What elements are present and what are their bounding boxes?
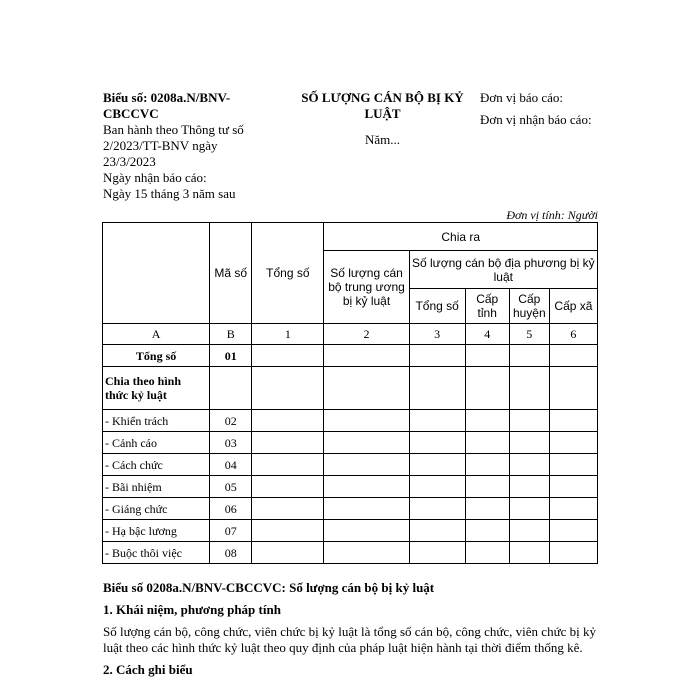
header-dp-tong-so: Tổng số bbox=[409, 289, 465, 324]
header-cap-xa: Cấp xã bbox=[549, 289, 597, 324]
data-cell[interactable] bbox=[252, 476, 324, 498]
data-cell[interactable] bbox=[324, 410, 409, 432]
notes-section bbox=[103, 580, 599, 684]
column-letter: 5 bbox=[509, 324, 549, 345]
header-blank bbox=[103, 223, 210, 324]
data-cell[interactable] bbox=[252, 410, 324, 432]
row-label: Tổng số bbox=[103, 345, 210, 367]
data-cell[interactable] bbox=[509, 454, 549, 476]
header-trung-uong: Số lượng cán bộ trung ương bị kỷ luật bbox=[324, 251, 409, 324]
data-cell[interactable] bbox=[465, 476, 509, 498]
column-letter: 4 bbox=[465, 324, 509, 345]
data-cell[interactable] bbox=[324, 476, 409, 498]
data-cell[interactable] bbox=[509, 498, 549, 520]
row-label: - Buộc thôi việc bbox=[103, 542, 210, 564]
data-cell[interactable] bbox=[324, 454, 409, 476]
row-label: - Hạ bậc lương bbox=[103, 520, 210, 542]
data-cell[interactable] bbox=[409, 520, 465, 542]
data-cell[interactable] bbox=[549, 345, 597, 367]
table-row bbox=[103, 476, 598, 498]
header-cap-huyen: Cấp huyện bbox=[509, 289, 549, 324]
data-cell[interactable] bbox=[509, 345, 549, 367]
data-cell[interactable] bbox=[409, 367, 465, 410]
row-label: - Cảnh cáo bbox=[103, 432, 210, 454]
table-row-total bbox=[103, 345, 598, 367]
data-cell[interactable] bbox=[409, 542, 465, 564]
issued-by: Ban hành theo Thông tư số 2/2023/TT-BNV ngày 23/3/2023 bbox=[103, 122, 244, 169]
data-cell[interactable] bbox=[324, 367, 409, 410]
row-code: 01 bbox=[210, 345, 252, 367]
table-row bbox=[103, 498, 598, 520]
row-code: 06 bbox=[210, 498, 252, 520]
data-cell[interactable] bbox=[252, 454, 324, 476]
data-cell[interactable] bbox=[252, 345, 324, 367]
data-cell[interactable] bbox=[549, 498, 597, 520]
header-cap-tinh: Cấp tỉnh bbox=[465, 289, 509, 324]
data-cell[interactable] bbox=[509, 476, 549, 498]
data-cell[interactable] bbox=[252, 432, 324, 454]
column-letter: 3 bbox=[409, 324, 465, 345]
table-row bbox=[103, 410, 598, 432]
data-cell[interactable] bbox=[465, 454, 509, 476]
data-cell[interactable] bbox=[252, 542, 324, 564]
unit-info bbox=[480, 90, 598, 134]
data-cell[interactable] bbox=[549, 476, 597, 498]
data-cell[interactable] bbox=[465, 367, 509, 410]
data-cell[interactable] bbox=[252, 498, 324, 520]
data-cell[interactable] bbox=[549, 432, 597, 454]
data-cell[interactable] bbox=[409, 498, 465, 520]
data-cell[interactable] bbox=[509, 410, 549, 432]
row-code bbox=[210, 367, 252, 410]
column-letter-row bbox=[103, 324, 598, 345]
row-label: - Khiển trách bbox=[103, 410, 210, 432]
row-code: 04 bbox=[210, 454, 252, 476]
notes-paragraph: Số lượng cán bộ, công chức, viên chức bị kỷ luật là tổng số cán bộ, công chức, viên chức bị kỷ luật theo các hình thức kỷ luật theo quy định của pháp luật hiện hành tại thời điểm thống kê. bbox=[103, 624, 597, 655]
data-cell[interactable] bbox=[252, 367, 324, 410]
data-cell[interactable] bbox=[509, 542, 549, 564]
row-code: 05 bbox=[210, 476, 252, 498]
header-chia-ra: Chia ra bbox=[324, 223, 598, 251]
receive-date: Ngày 15 tháng 3 năm sau bbox=[103, 186, 236, 201]
data-cell[interactable] bbox=[465, 542, 509, 564]
column-letter: 6 bbox=[549, 324, 597, 345]
row-code: 03 bbox=[210, 432, 252, 454]
data-cell[interactable] bbox=[549, 520, 597, 542]
report-title: SỐ LƯỢNG CÁN BỘ BỊ KỶ LUẬT bbox=[301, 90, 464, 121]
data-cell[interactable] bbox=[324, 432, 409, 454]
data-cell[interactable] bbox=[409, 432, 465, 454]
data-cell[interactable] bbox=[324, 542, 409, 564]
row-label: - Giáng chức bbox=[103, 498, 210, 520]
reporting-unit: Đơn vị báo cáo: bbox=[480, 90, 564, 105]
receive-label: Ngày nhận báo cáo: bbox=[103, 170, 207, 185]
data-cell[interactable] bbox=[409, 410, 465, 432]
column-letter: 1 bbox=[252, 324, 324, 345]
table-row bbox=[103, 432, 598, 454]
data-cell[interactable] bbox=[324, 520, 409, 542]
data-cell[interactable] bbox=[465, 345, 509, 367]
table-row-group bbox=[103, 367, 598, 410]
data-cell[interactable] bbox=[465, 520, 509, 542]
unit-note: Đơn vị tính: Người bbox=[506, 208, 598, 222]
row-label: - Bãi nhiệm bbox=[103, 476, 210, 498]
data-cell[interactable] bbox=[465, 410, 509, 432]
data-cell[interactable] bbox=[465, 432, 509, 454]
data-cell[interactable] bbox=[252, 520, 324, 542]
data-cell[interactable] bbox=[324, 498, 409, 520]
data-cell[interactable] bbox=[549, 367, 597, 410]
data-cell[interactable] bbox=[465, 498, 509, 520]
data-cell[interactable] bbox=[549, 454, 597, 476]
data-cell[interactable] bbox=[509, 432, 549, 454]
column-letter: A bbox=[103, 324, 210, 345]
row-code: 07 bbox=[210, 520, 252, 542]
data-cell[interactable] bbox=[409, 476, 465, 498]
data-cell[interactable] bbox=[324, 345, 409, 367]
data-cell[interactable] bbox=[509, 520, 549, 542]
report-heading bbox=[300, 90, 465, 148]
data-cell[interactable] bbox=[549, 410, 597, 432]
form-code: Biểu số: 0208a.N/BNV-CBCCVC bbox=[103, 90, 231, 121]
header-dia-phuong: Số lượng cán bộ địa phương bị kỷ luật bbox=[409, 251, 597, 289]
column-letter: B bbox=[210, 324, 252, 345]
data-cell[interactable] bbox=[549, 542, 597, 564]
table-row bbox=[103, 454, 598, 476]
row-code: 02 bbox=[210, 410, 252, 432]
report-year: Năm... bbox=[364, 132, 401, 147]
header-ma-so: Mã số bbox=[210, 223, 252, 324]
notes-title: Biểu số 0208a.N/BNV-CBCCVC: Số lượng cán bộ bị kỷ luật bbox=[103, 580, 435, 595]
receiving-unit: Đơn vị nhận báo cáo: bbox=[480, 112, 592, 127]
section-heading: 1. Khái niệm, phương pháp tính bbox=[103, 602, 281, 617]
data-cell[interactable] bbox=[509, 367, 549, 410]
section-heading: 2. Cách ghi biểu bbox=[103, 662, 193, 677]
row-label: Chia theo hình thức kỷ luật bbox=[103, 367, 210, 410]
form-info bbox=[103, 90, 263, 202]
header-tong-so: Tổng số bbox=[252, 223, 324, 324]
row-label: - Cách chức bbox=[103, 454, 210, 476]
column-letter: 2 bbox=[324, 324, 409, 345]
data-cell[interactable] bbox=[409, 454, 465, 476]
report-table bbox=[102, 222, 598, 564]
data-cell[interactable] bbox=[409, 345, 465, 367]
table-row bbox=[103, 520, 598, 542]
row-code: 08 bbox=[210, 542, 252, 564]
table-row bbox=[103, 542, 598, 564]
